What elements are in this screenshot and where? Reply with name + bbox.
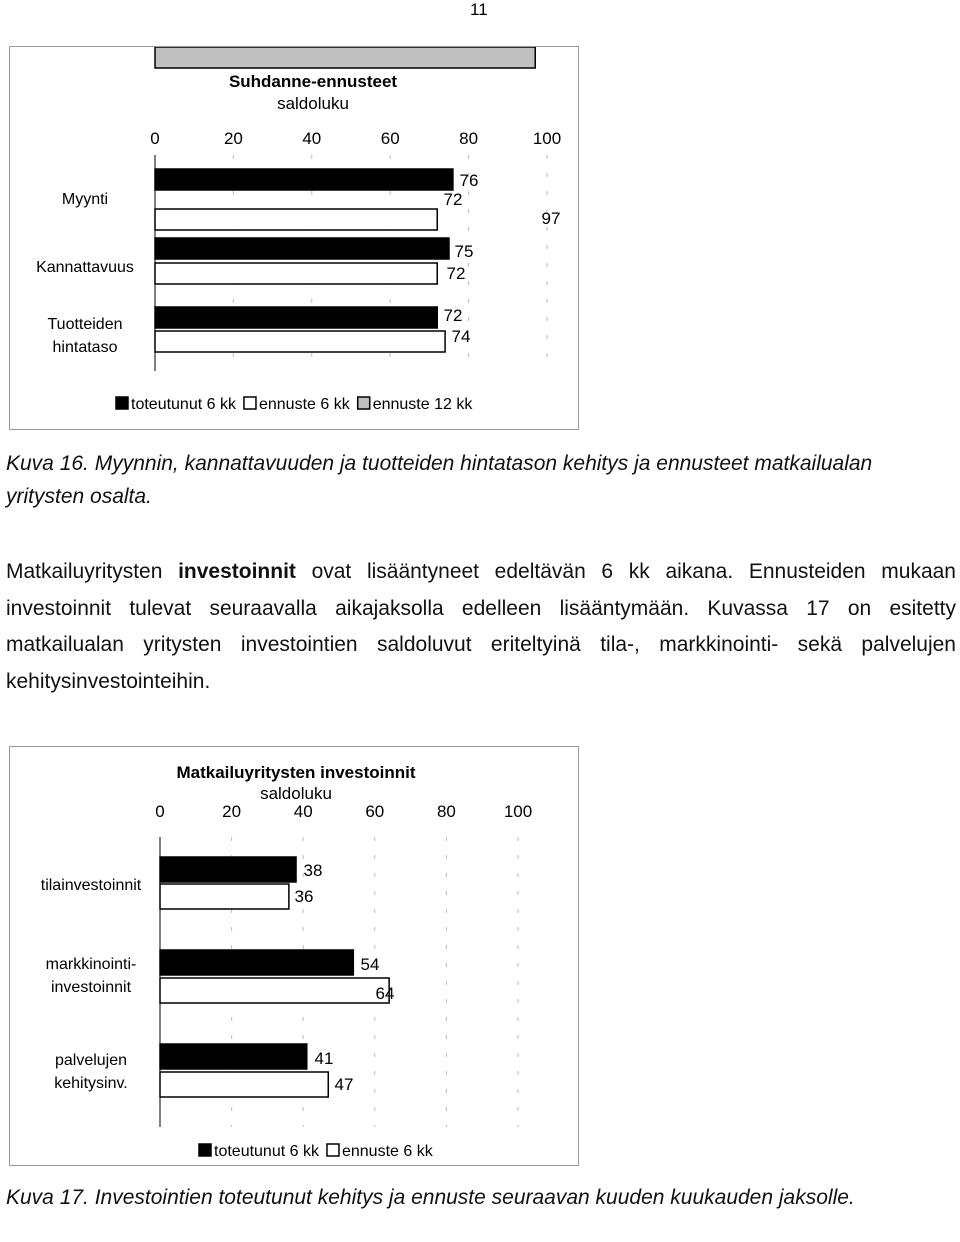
category-label: hintataso [52,339,118,356]
bar-toteutunut-6-kk [160,1044,307,1069]
bar-ennuste-6-kk [155,209,437,230]
x-tick-label: 60 [380,129,400,148]
chart-subtitle: saldoluku [260,784,332,803]
data-label: 64 [375,984,395,1003]
chart-title: Suhdanne-ennusteet [228,72,398,91]
legend-label: ennuste 12 kk [372,396,473,413]
bar-toteutunut-6-kk [160,950,353,975]
x-tick-label: 20 [223,129,243,148]
paragraph-text-2: ovat lisääntyneet edeltävän 6 kk aikana. Ennusteiden mukaan investoinnit tulevat seuraavalla aikajaksolla edelleen lisääntymään. Kuvassa 17 on esitetty matkailualan yritysten investointien saldoluvut eriteltyinä tila-, markkinointi- sekä palvelujen kehitysinvestointeihin. [6,560,956,693]
bar-ennuste-12-kk [155,47,535,68]
chart-1-svg [10,47,578,429]
data-label: 74 [451,327,471,346]
chart-2-svg [10,747,578,1165]
category-label: kehitysinv. [54,1075,128,1092]
x-tick-label: 80 [459,129,479,148]
bar-toteutunut-6-kk [155,307,437,328]
category-label: Myynti [61,191,109,208]
bar-toteutunut-6-kk [155,169,453,190]
paragraph-bold: investoinnit [178,560,296,583]
paragraph-text-1: Matkailuyritysten [6,560,163,583]
x-tick-label: 0 [150,129,160,148]
data-label: 97 [541,209,561,228]
legend-swatch [199,1144,211,1156]
chart-title: Matkailuyritysten investoinnit [176,763,416,782]
bar-ennuste-6-kk [155,263,437,284]
category-label: markkinointi- [45,956,137,973]
chart-subtitle: saldoluku [277,94,349,113]
bar-ennuste-6-kk [160,1072,328,1097]
legend-label: toteutunut 6 kk [214,1143,319,1160]
bar-toteutunut-6-kk [155,238,449,259]
legend-label: ennuste 6 kk [341,1143,433,1160]
data-label: 76 [459,171,479,190]
bar-ennuste-6-kk [160,978,389,1003]
x-tick-label: 100 [503,802,533,821]
x-tick-label: 40 [302,129,322,148]
category-label: investoinnit [50,979,132,996]
data-label: 36 [294,887,314,906]
data-label: 38 [303,861,323,880]
x-tick-label: 40 [293,802,313,821]
bar-ennuste-6-kk [160,884,289,909]
x-tick-label: 0 [155,802,165,821]
legend-swatch [358,397,370,409]
legend-swatch [244,397,256,409]
category-label: Tuotteiden [47,316,123,333]
legend-swatch [116,397,128,409]
data-label: 72 [443,190,463,209]
data-label: 54 [360,955,380,974]
x-tick-label: 20 [222,802,242,821]
figure-caption-16: Kuva 16. Myynnin, kannattavuuden ja tuotteiden hintatason kehitys ja ennusteet matkailualan yritysten osalta. [6,452,873,508]
data-label: 72 [443,306,463,325]
legend-label: toteutunut 6 kk [131,396,236,413]
data-label: 41 [314,1049,334,1068]
category-label: palvelujen [54,1052,128,1069]
legend-label: ennuste 6 kk [258,396,350,413]
x-tick-label: 100 [532,129,562,148]
data-label: 47 [334,1075,354,1094]
chart-matkailuyritysten-investoinnit [9,746,579,1166]
data-label: 72 [446,264,466,283]
bar-ennuste-6-kk [155,331,445,352]
figure-caption-17: Kuva 17. Investointien toteutunut kehitys ja ennuste seuraavan kuuden kuukauden jaksolle. [6,1186,855,1209]
legend-swatch [327,1144,339,1156]
page-number: 11 [470,0,488,19]
x-tick-label: 80 [436,802,456,821]
chart-suhdanne-ennusteet [9,46,579,430]
x-tick-label: 60 [365,802,385,821]
category-label: Kannattavuus [36,259,134,276]
body-paragraph [6,554,956,700]
bar-toteutunut-6-kk [160,857,296,882]
data-label: 75 [454,242,474,261]
category-label: tilainvestoinnit [40,877,142,894]
